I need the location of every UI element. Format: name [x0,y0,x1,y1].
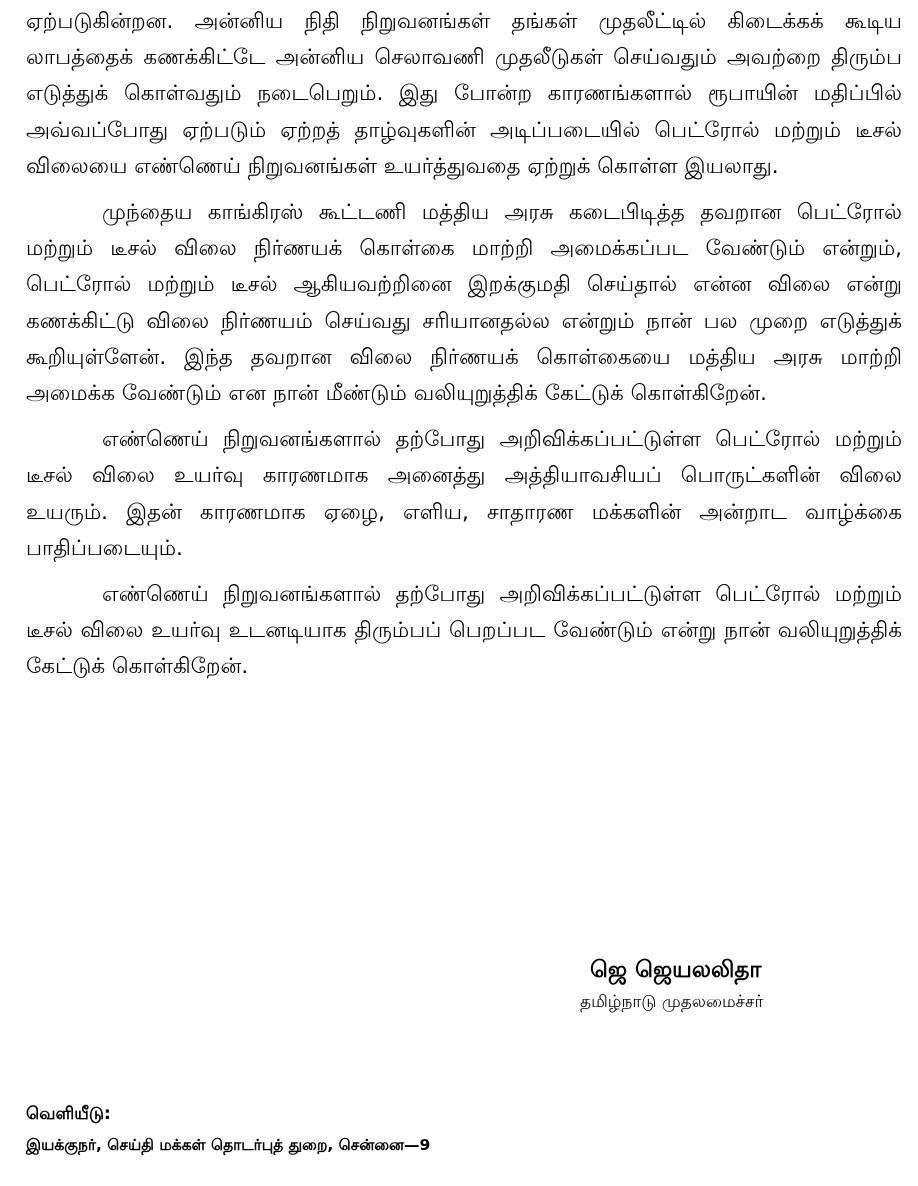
signatory-name: ஜெ ஜெயலலிதா [590,957,762,983]
paragraph-continued: ஏற்படுகின்றன. அன்னிய நிதி நிறுவனங்கள் தங்கள் முதலீட்டில் கிடைக்கக் கூடிய லாபத்தைக் கணக்கிட்டே அன்னிய செலாவணி முதலீடுகள் செய்வதும் அவற்றை திரும்ப எடுத்துக் கொள்வதும் நடைபெறும். இது போன்ற காரணங்களால் ரூபாயின் மதிப்பில் அவ்வப்போது ஏற்படும் ஏற்றத் தாழ்வுகளின் அடிப்படையில் பெட்ரோல் மற்றும் டீசல் விலையை எண்ணெய் நிறுவனங்கள் உயர்த்துவதை ஏற்றுக் கொள்ள இயலாது. [26,9,902,179]
release-issuer: இயக்குநர், செய்தி மக்கள் தொடர்புத் துறை, சென்னை—9 [26,1136,431,1154]
letter-body [26,4,902,686]
signature-block [580,952,900,1016]
paragraph-price-impact: எண்ணெய் நிறுவனங்களால் தற்போது அறிவிக்கப்பட்டுள்ள பெட்ரோல் மற்றும் டீசல் விலை உயர்வு காரணமாக அனைத்து அத்தியாவசியப் பொருட்களின் விலை உயரும். இதன் காரணமாக ஏழை, எளிய, சாதாரண மக்களின் அன்றாட வாழ்க்கை பாதிப்படையும். [26,427,902,561]
release-label: வெளியீடு: [26,1104,111,1124]
paragraph-rollback-demand: எண்ணெய் நிறுவனங்களால் தற்போது அறிவிக்கப்பட்டுள்ள பெட்ரோல் மற்றும் டீசல் விலை உயர்வு உடனடியாக திரும்பப் பெறப்பட வேண்டும் என்று நான் வலியுறுத்திக் கேட்டுக் கொள்கிறேன். [26,582,902,680]
release-block [26,1100,886,1158]
signatory-title: தமிழ்நாடு முதலமைச்சர் [580,992,764,1012]
paragraph-pricing-policy: முந்தைய காங்கிரஸ் கூட்டணி மத்திய அரசு கடைபிடித்த தவறான பெட்ரோல் மற்றும் டீசல் விலை நிர்ணயக் கொள்கை மாற்றி அமைக்கப்பட வேண்டும் என்றும், பெட்ரோல் மற்றும் டீசல் ஆகியவற்றினை இறக்குமதி செய்தால் என்ன விலை என்று கணக்கிட்டு விலை நிர்ணயம் செய்வது சரியானதல்ல என்றும் நான் பல முறை எடுத்துக் கூறியுள்ளேன். இந்த தவறான விலை நிர்ணயக் கொள்கையை மத்திய அரசு மாற்றி அமைக்க வேண்டும் என நான் மீண்டும் வலியுறுத்திக் கேட்டுக் கொள்கிறேன். [26,200,902,407]
